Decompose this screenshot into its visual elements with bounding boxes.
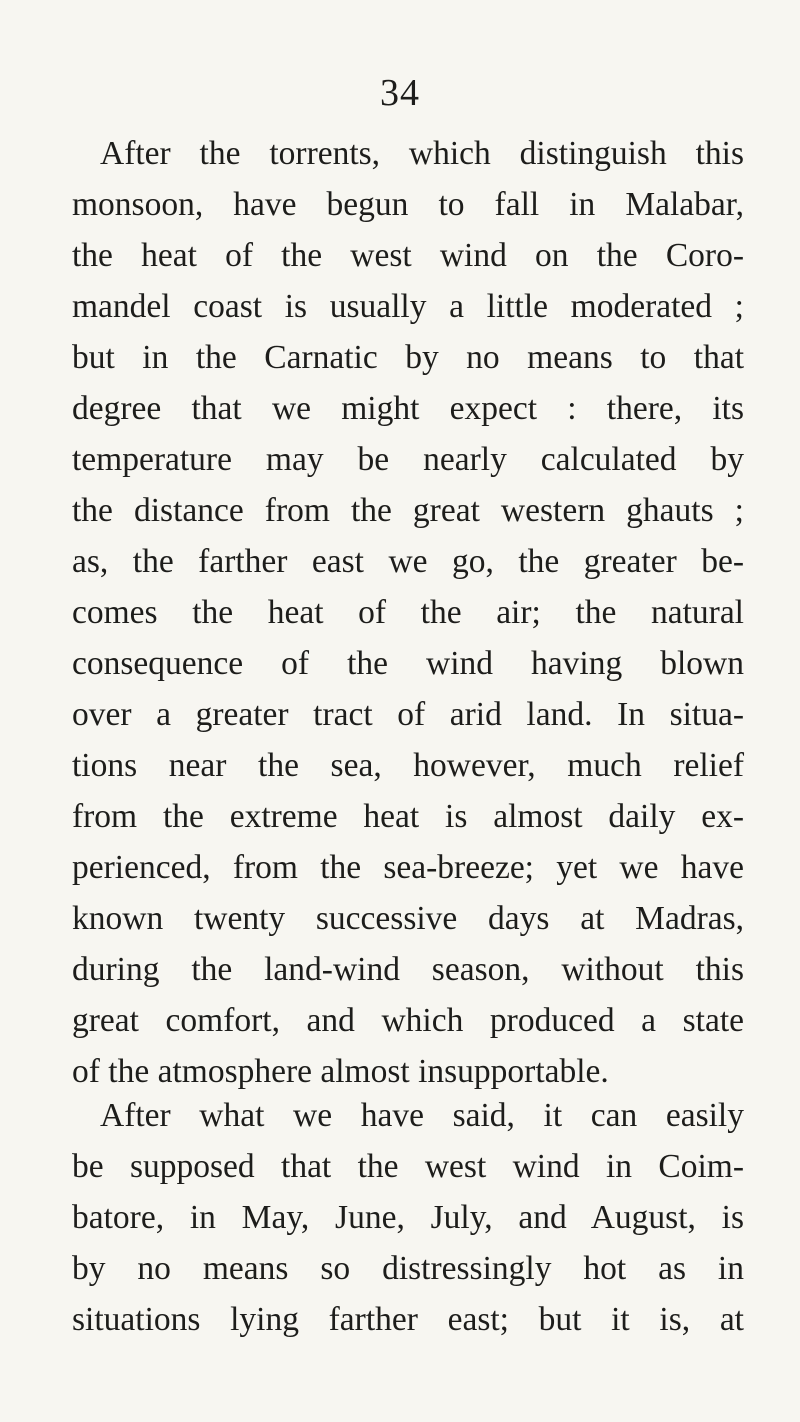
text-line: perienced, from the sea-breeze; yet we have xyxy=(72,849,744,886)
text-line: from the extreme heat is almost daily ex- xyxy=(72,798,744,835)
text-line: great comfort, and which produced a state xyxy=(72,1002,744,1039)
text-line: situations lying farther east; but it is, at xyxy=(72,1301,744,1338)
text-line: be supposed that the west wind in Coim- xyxy=(72,1148,744,1185)
text-line: temperature may be nearly calculated by xyxy=(72,441,744,478)
text-line: known twenty successive days at Madras, xyxy=(72,900,744,937)
text-line: the distance from the great western ghauts ; xyxy=(72,492,744,529)
text-line: comes the heat of the air; the natural xyxy=(72,594,744,631)
text-line: tions near the sea, however, much relief xyxy=(72,747,744,784)
text-line: consequence of the wind having blown xyxy=(72,645,744,682)
text-line: After the torrents, which distinguish this xyxy=(100,135,744,172)
text-line: but in the Carnatic by no means to that xyxy=(72,339,744,376)
text-line: during the land-wind season, without this xyxy=(72,951,744,988)
text-line: by no means so distressingly hot as in xyxy=(72,1250,744,1287)
text-line: as, the farther east we go, the greater be- xyxy=(72,543,744,580)
text-line: the heat of the west wind on the Coro- xyxy=(72,237,744,274)
text-line: of the atmosphere almost insupportable. xyxy=(72,1053,609,1090)
text-line: After what we have said, it can easily xyxy=(100,1097,744,1134)
page-number: 34 xyxy=(380,72,420,114)
text-line: degree that we might expect : there, its xyxy=(72,390,744,427)
text-line: mandel coast is usually a little moderated ; xyxy=(72,288,744,325)
text-line: batore, in May, June, July, and August, is xyxy=(72,1199,744,1236)
paragraph-2 xyxy=(72,1090,744,1345)
text-line: over a greater tract of arid land. In situa- xyxy=(72,696,744,733)
paragraph-1 xyxy=(72,128,744,1097)
text-line: monsoon, have begun to fall in Malabar, xyxy=(72,186,744,223)
